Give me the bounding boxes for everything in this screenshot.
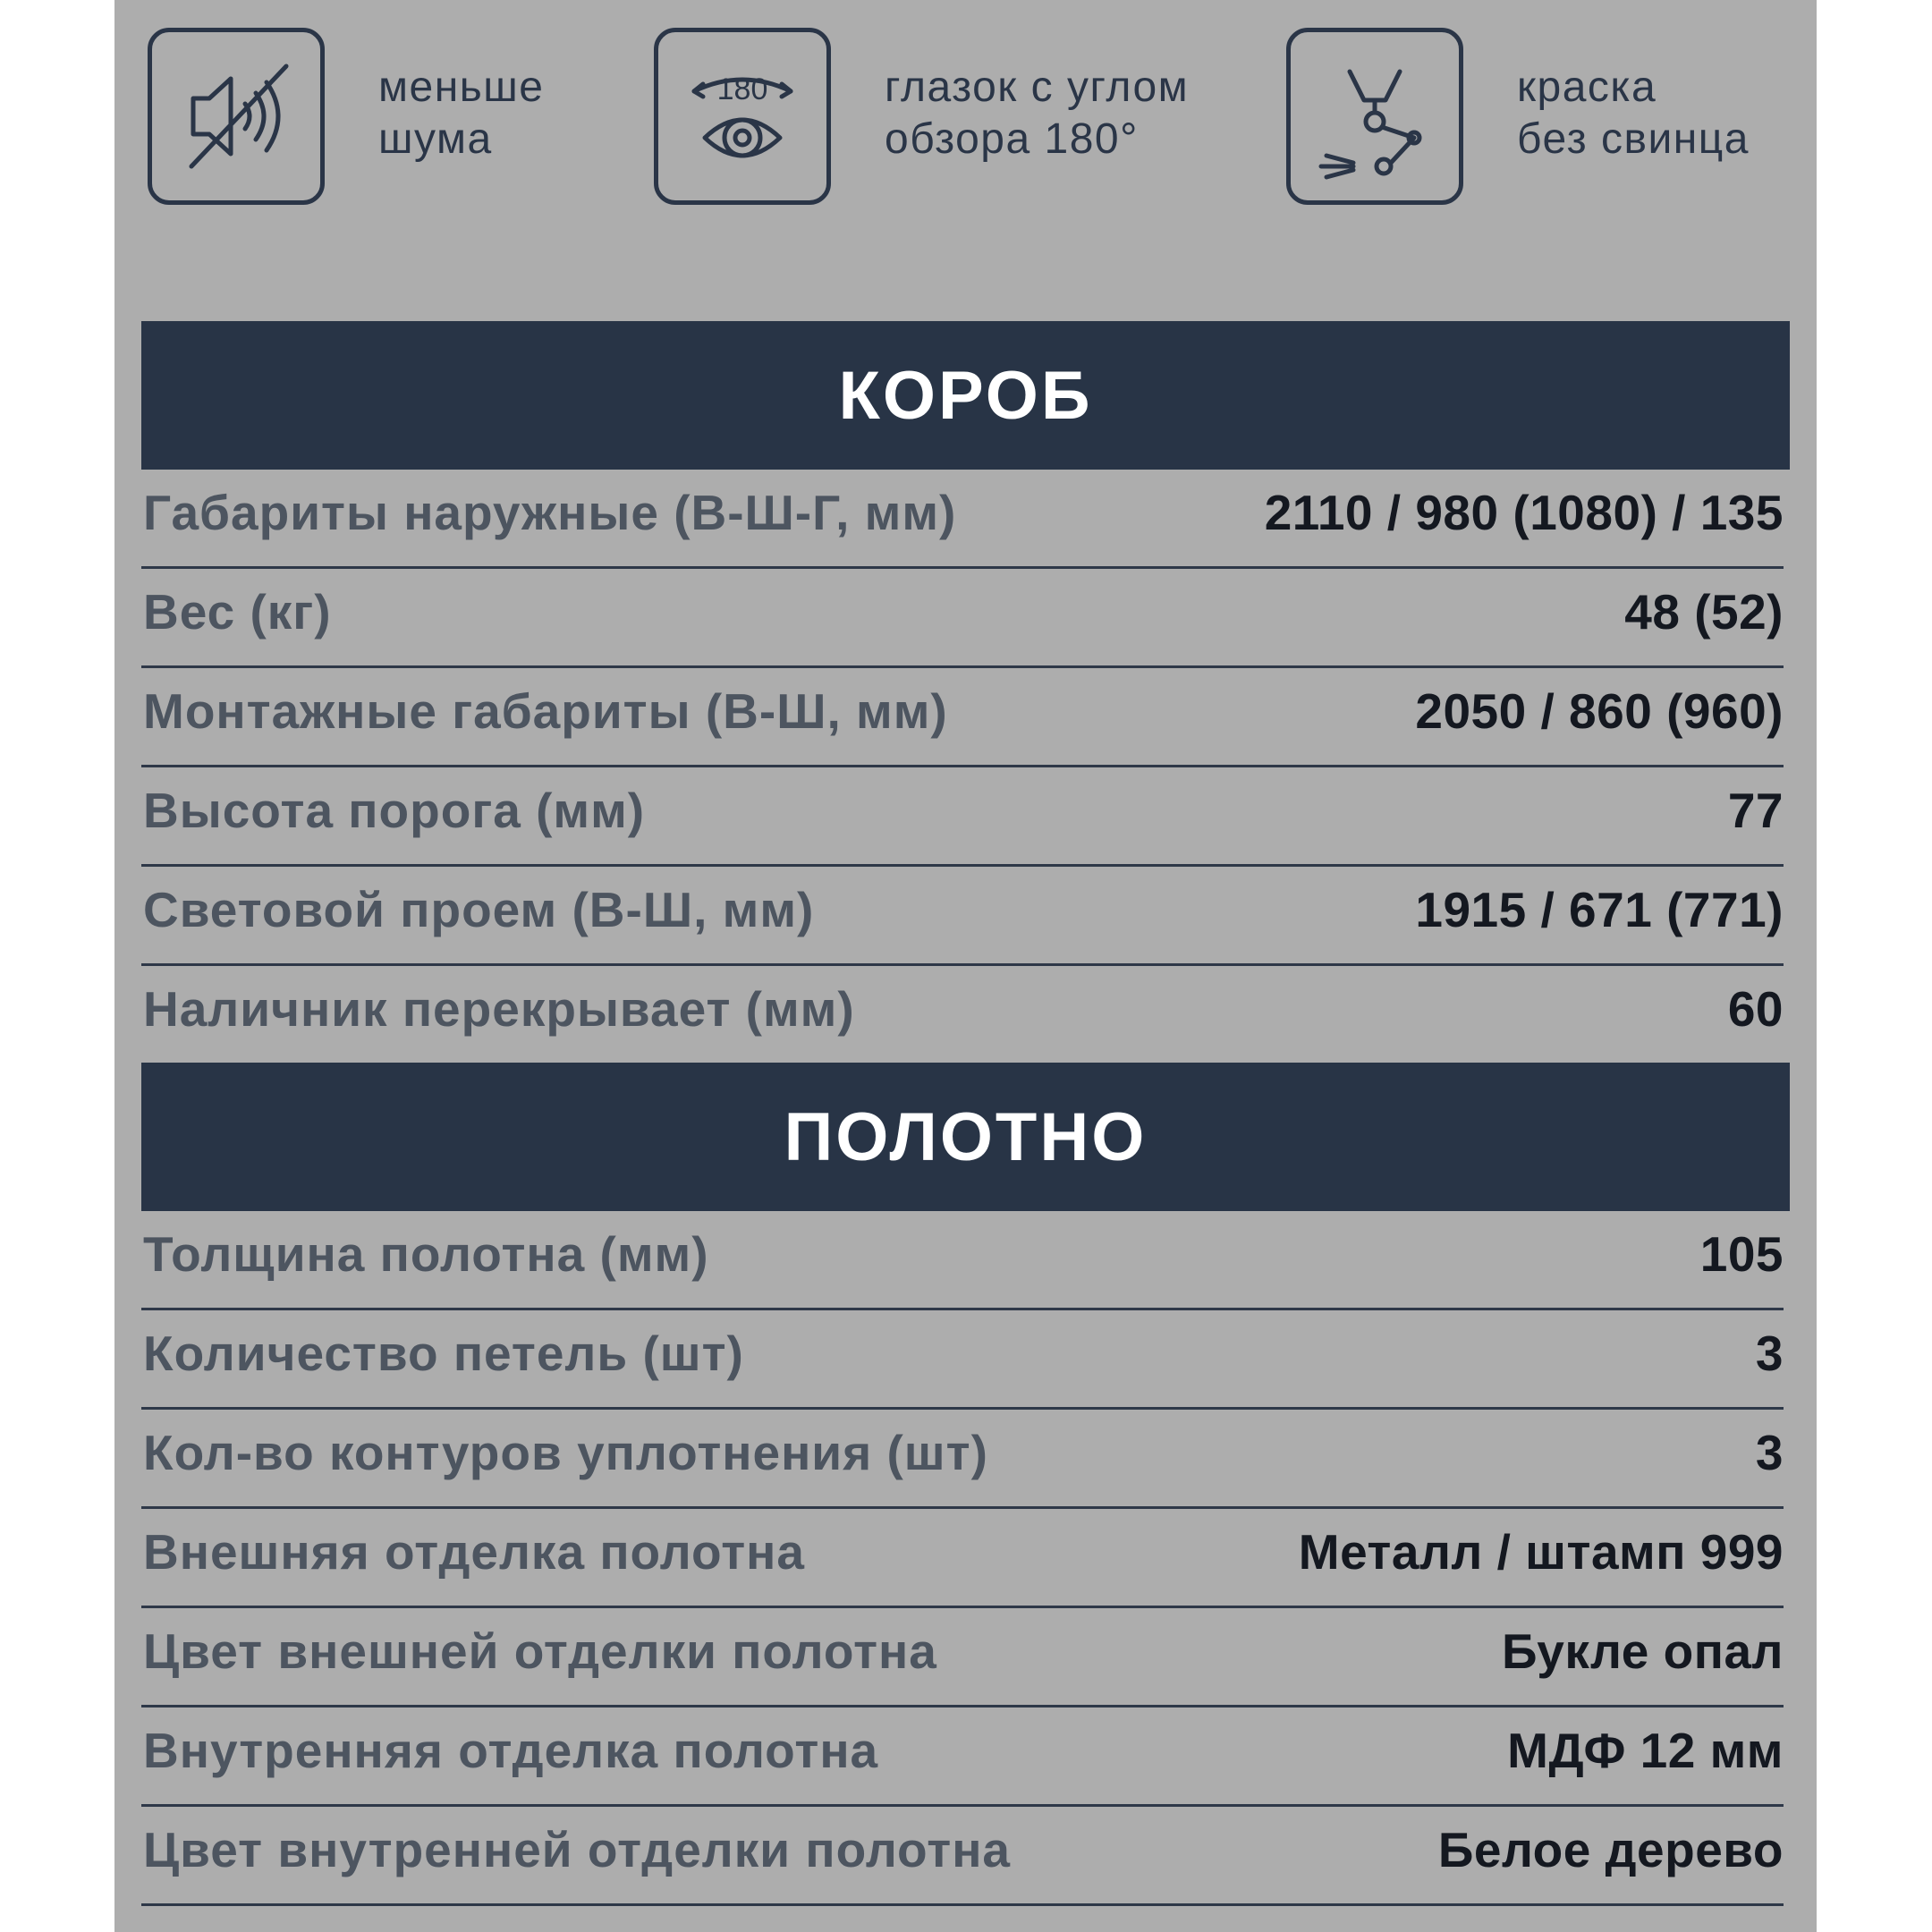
section-header-leaf: ПОЛОТНО [141,1063,1790,1211]
spec-label: Монтажные габариты (В-Ш, мм) [143,683,948,739]
spec-value: Белое дерево [1437,1822,1784,1877]
feature-peephole [654,28,1235,212]
spec-row [141,470,1784,569]
spec-value: 1915 / 671 (771) [1415,882,1784,937]
spec-label: Цвет внутренней отделки полотна [143,1822,1012,1877]
spec-row [141,1410,1784,1509]
spec-value: 48 (52) [1624,584,1784,640]
feature-paint-text: краска без свинца [1517,64,1750,163]
spec-label: Количество петель (шт) [143,1326,744,1381]
feature-noise [148,28,684,212]
spec-label: Вес (кг) [143,584,332,640]
spec-row [141,1707,1784,1807]
spec-row [141,767,1784,867]
svg-text:180: 180 [716,72,768,106]
feature-paint [1286,28,1805,212]
section-header-box: КОРОБ [141,321,1790,470]
spec-label: Внутренняя отделка полотна [143,1723,879,1778]
feature-noise-text: меньше шума [378,64,545,163]
spec-label: Высота порога (мм) [143,783,646,838]
muted-speaker-icon [148,28,325,205]
spec-row [141,867,1784,966]
spec-panel [114,0,1817,1932]
spec-value: 60 [1727,981,1784,1037]
spec-row [141,966,1784,1065]
spray-paint-robot-icon [1286,28,1463,205]
spec-value: 77 [1727,783,1784,838]
spec-value: МДФ 12 мм [1507,1723,1784,1778]
spec-value: 3 [1755,1425,1784,1480]
spec-label: Толщина полотна (мм) [143,1226,709,1282]
spec-label: Кол-во контуров уплотнения (шт) [143,1425,988,1480]
spec-value: Букле опал [1501,1623,1784,1679]
spec-label: Наличник перекрывает (мм) [143,981,855,1037]
spec-row [141,1211,1784,1310]
spec-label: Световой проем (В-Ш, мм) [143,882,815,937]
spec-row [141,1509,1784,1608]
spec-row [141,1608,1784,1707]
feature-peephole-text: глазок с углом обзора 180° [885,64,1190,163]
spec-value: 105 [1699,1226,1784,1282]
spec-row [141,569,1784,668]
spec-row [141,668,1784,767]
spec-label: Цвет внешней отделки полотна [143,1623,937,1679]
spec-value: 3 [1755,1326,1784,1381]
peephole-180-icon [654,28,831,205]
spec-value: 2050 / 860 (960) [1415,683,1784,739]
spec-row [141,1807,1784,1906]
spec-label: Внешняя отделка полотна [143,1524,805,1580]
spec-value: Металл / штамп 999 [1298,1524,1784,1580]
spec-value: 2110 / 980 (1080) / 135 [1264,485,1784,540]
spec-row [141,1310,1784,1410]
spec-label: Габариты наружные (В-Ш-Г, мм) [143,485,957,540]
